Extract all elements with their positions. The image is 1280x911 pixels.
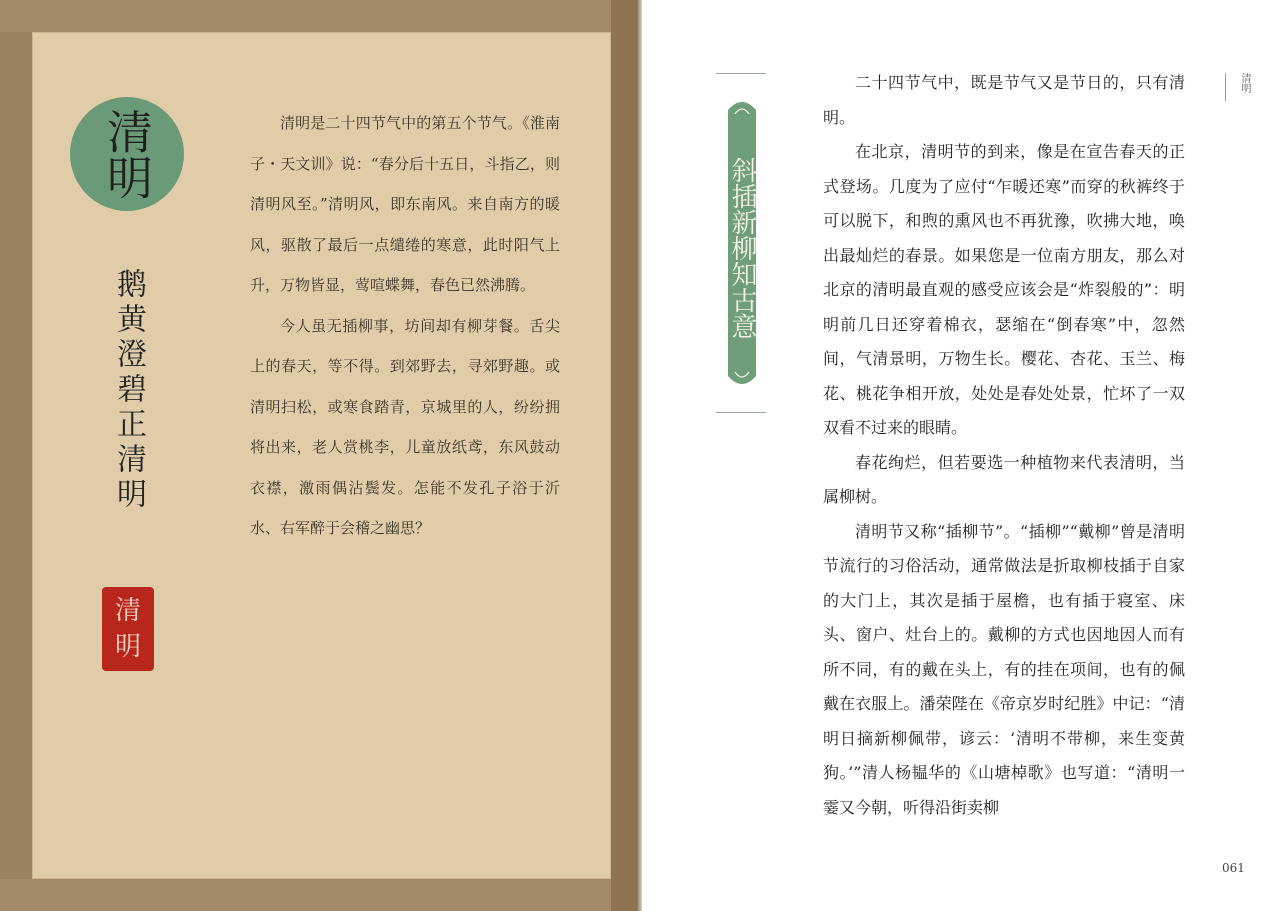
right-paragraph-1: 二十四节气中，既是节气又是节日的，只有清明。 bbox=[823, 73, 1185, 127]
banner-bottom-rule bbox=[716, 412, 766, 413]
seal-char-1: 清 bbox=[114, 596, 141, 626]
right-paragraph-3: 春花绚烂，但若要选一种植物来代表清明，当属柳树。 bbox=[823, 452, 1185, 506]
circle-title: 清明 bbox=[100, 108, 154, 200]
seal-char-2: 明 bbox=[114, 632, 141, 662]
page-number: 061 bbox=[1222, 861, 1245, 875]
left-paragraph-2: 今人虽无插柳事，坊间却有柳芽餐。舌尖上的春天，等不得。到郊野去，寻郊野趣。或清明扫松，或寒食踏青，京城里的人，纷纷拥将出来，老人赏桃李，儿童放纸鸢，东风鼓动衣襟，激雨偶沾鬓发。怎能不发孔子浴于沂水、右军醉于会稽之幽思？ bbox=[250, 316, 560, 537]
left-body-text bbox=[250, 103, 560, 549]
title-circle bbox=[70, 97, 184, 211]
right-body-text bbox=[823, 66, 1185, 825]
left-page-bottom-border bbox=[0, 879, 640, 911]
banner-title: 斜插新柳知古意 bbox=[727, 157, 757, 339]
red-seal-stamp bbox=[102, 587, 154, 671]
running-head: 清明 bbox=[1225, 73, 1252, 101]
left-paragraph-1: 清明是二十四节气中的第五个节气。《淮南子・天文训》说：“春分后十五日，斗指乙，则清明风至。”清明风，即东南风。来自南方的暖风，驱散了最后一点缱绻的寒意，此时阳气上升，万物皆显，莺喧蝶舞，春色已然沸腾。 bbox=[250, 114, 560, 294]
right-paragraph-2: 在北京，清明节的到来，像是在宣告春天的正式登场。几度为了应付“乍暖还寒”而穿的秋裤终于可以脱下，和煦的熏风也不再犹豫，吹拂大地，唤出最灿烂的春景。如果您是一位南方朋友，那么对北京的清明最直观的感受应该会是“炸裂般的”：明明前几日还穿着棉衣，瑟缩在“倒春寒”中，忽然间，气清景明，万物生长。樱花、杏花、玉兰、梅花、桃花争相开放，处处是春处处景，忙坏了一双双看不过来的眼睛。 bbox=[823, 142, 1185, 437]
vertical-poem-title: 鹅黄澄碧正清明 bbox=[111, 268, 146, 513]
right-paragraph-4: 清明节又称“插柳节”。“插柳”“戴柳”曾是清明节流行的习俗活动，通常做法是折取柳枝插于自家的大门上，其次是插于屋檐，也有插于寝室、床头、窗户、灶台上的。戴柳的方式也因地因人而有所不同，有的戴在头上，有的挂在项间，也有的佩戴在衣服上。潘荣陛在《帝京岁时纪胜》中记：“清明日摘新柳佩带，谚云：‘清明不带柳，来生变黄狗。’”清人杨韫华的《山塘棹歌》也写道：“清明一霎又今朝，听得沿街卖柳 bbox=[823, 521, 1185, 817]
banner-top-rule bbox=[716, 73, 766, 74]
chapter-banner bbox=[726, 98, 758, 388]
banner-cap-ornament-bottom bbox=[726, 364, 758, 388]
left-page-top-border bbox=[0, 0, 640, 32]
